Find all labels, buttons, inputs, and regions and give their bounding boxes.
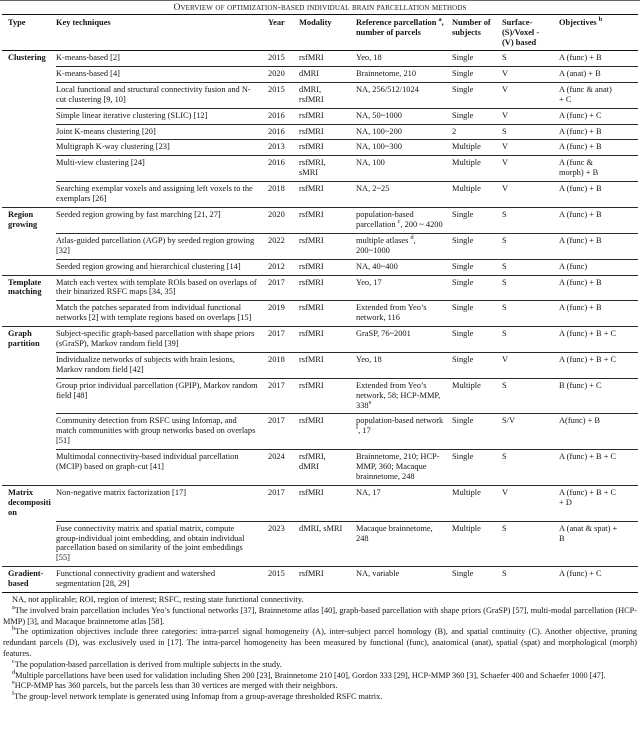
objectives-cell: A (func) + B (559, 277, 602, 287)
reference-cell: Macaque brainnetome, 248 (356, 521, 452, 567)
modality-cell: rsfMRI (299, 108, 356, 124)
modality-cell: rsfMRI (299, 413, 356, 449)
surface-voxel-cell: S (502, 259, 559, 275)
subjects-cell: Single (452, 449, 502, 485)
subjects-cell: Multiple (452, 378, 502, 414)
technique-cell: Atlas-guided parcellation (AGP) by seeded region growing [32] (56, 233, 268, 259)
year-cell: 2018 (268, 352, 299, 378)
table-row (2, 521, 638, 567)
table-row (2, 449, 638, 485)
table-row (2, 233, 638, 259)
technique-cell: Simple linear iterative clustering (SLIC) [12] (56, 108, 268, 124)
footnote-c: $^c$The population-based parcellation is derived from multiple subjects in the study. (12, 658, 282, 669)
reference-cell: Yeo, 18 (356, 352, 452, 378)
technique-cell: Searching exemplar voxels and assigning left voxels to the exemplars [26] (56, 181, 268, 207)
objectives-cell: A (func) + B + C + D (559, 487, 617, 507)
type-cell (2, 181, 56, 207)
surface-voxel-cell: S (502, 378, 559, 414)
reference-cell: GraSP, 76~2001 (356, 329, 411, 339)
objectives-cell: A (func) + C (559, 569, 602, 579)
objectives-cell: A (func & anat) + C (559, 82, 638, 108)
reference-cell: NA, 256/512/1024 (356, 82, 452, 108)
technique-cell: Joint K-means clustering [20] (56, 124, 268, 140)
objectives-cell: A (func) + B + C (559, 329, 617, 339)
technique-cell: Subject-specific graph-based parcellation with shape priors (sGraSP), Markov random field [39] (56, 329, 255, 349)
table-row (2, 108, 638, 124)
technique-cell: Seeded region growing by fast marching [21, 27] (56, 209, 221, 219)
column-header-key-techniques: Key techniques (56, 18, 111, 27)
year-cell: 2024 (268, 449, 299, 485)
surface-voxel-cell: S (502, 300, 559, 326)
type-cell (2, 413, 56, 449)
year-cell: 2013 (268, 139, 299, 155)
subjects-cell: Single (452, 108, 502, 124)
table-row (2, 276, 638, 301)
type-cell (2, 139, 56, 155)
table-row (2, 300, 638, 326)
year-cell: 2015 (268, 53, 285, 62)
type-cell: Template matching (8, 277, 42, 297)
surface-voxel-cell: S (502, 277, 507, 287)
technique-cell: Fuse connectivity matrix and spatial matrix, compute group-individual joint embedding, and obtain individual parcellation based on similarity of the joint embeddings [55] (56, 521, 268, 567)
table-row (2, 51, 638, 66)
table-row (2, 259, 638, 275)
type-cell (2, 108, 56, 124)
modality-cell: rsfMRI, dMRI (299, 449, 356, 485)
surface-voxel-cell: V (502, 352, 559, 378)
surface-voxel-cell: S (502, 233, 559, 259)
reference-cell: Extended from Yeo’s network, 116 (356, 300, 452, 326)
type-cell (2, 124, 56, 140)
year-cell: 2016 (268, 124, 299, 140)
type-group-region-growing (2, 207, 638, 275)
type-group-gradient-based (2, 566, 638, 592)
surface-voxel-cell: S (502, 569, 507, 579)
column-header-modality: Modality (299, 18, 332, 27)
table-row (2, 66, 638, 82)
reference-cell: NA, 100 (356, 155, 452, 181)
year-cell: 2020 (268, 209, 285, 219)
reference-cell: population-based network $^f$, 17 (356, 413, 452, 449)
objectives-cell: B (func) + C (559, 378, 638, 414)
subjects-cell: Multiple (452, 155, 502, 181)
objectives-cell: A (anat & spat) + B (559, 521, 638, 567)
surface-voxel-cell: V (502, 108, 559, 124)
surface-voxel-cell: S/V (502, 413, 559, 449)
objectives-cell: A(func) + B (559, 413, 638, 449)
objectives-cell: A (anat) + B (559, 66, 638, 82)
subjects-cell: Single (452, 209, 474, 219)
surface-voxel-cell: V (502, 155, 559, 181)
subjects-cell: Multiple (452, 181, 502, 207)
objectives-cell: A (func) + B (559, 181, 638, 207)
subjects-cell: Single (452, 329, 474, 339)
type-group-matrix-decomposition (2, 485, 638, 566)
type-cell: Gradient-based (8, 569, 44, 589)
footnote-b: $^b$The optimization objectives include three categories: intra-parcel signal homogeneity (A), inter-subject parcel homology (B), and spatial continuity (C). Another objective, pruning redundant parcels (D), was exclusively used in [17]. The intra-parcel homogeneity has been measured by functional (func), anatomical (anat), spatial (spat) and morphological (morph) features. (3, 625, 637, 659)
type-cell: Clustering (8, 53, 46, 62)
reference-cell: Yeo, 18 (356, 53, 382, 62)
modality-cell: rsfMRI (299, 233, 356, 259)
reference-cell: population-based parcellation $^c$, 200 ~ 4200 (356, 209, 443, 229)
modality-cell: rsfMRI (299, 259, 356, 275)
subjects-cell: Single (452, 277, 474, 287)
year-cell: 2023 (268, 521, 299, 567)
type-cell (2, 378, 56, 414)
reference-cell: NA, 100~300 (356, 139, 452, 155)
subjects-cell: Single (452, 53, 474, 62)
subjects-cell: Single (452, 413, 502, 449)
reference-cell: Yeo, 17 (356, 277, 382, 287)
table-row (2, 208, 638, 233)
technique-cell: Community detection from RSFC using Infomap, and match communities with group networks based on overlaps [51] (56, 413, 268, 449)
surface-voxel-cell: V (502, 139, 559, 155)
modality-cell: rsfMRI (299, 209, 324, 219)
reference-cell: Extended from Yeo’s network, 58; HCP-MMP, 338e (356, 378, 452, 414)
type-cell: Matrix decomposition (8, 487, 51, 517)
objectives-cell: A (func) + B (559, 124, 638, 140)
table-row (2, 155, 638, 181)
footnote-abbreviations: NA, not applicable; ROI, region of interest; RSFC, resting state functional connectivity. (12, 595, 304, 605)
year-cell: 2017 (268, 413, 299, 449)
surface-voxel-cell: S (502, 449, 559, 485)
objectives-cell: A (func) + B (559, 300, 638, 326)
column-header-type: Type (8, 18, 26, 27)
year-cell: 2017 (268, 329, 285, 339)
reference-cell: NA, 100~200 (356, 124, 452, 140)
column-header-number-of-subjects: Number of subjects (452, 18, 491, 37)
year-cell: 2015 (268, 569, 285, 579)
footnote-d: $^d$Multiple parcellations have been used for validation including Shen 200 [23], Brainnetome 210 [40], Gordon 333 [29], HCP-MMP 360 [3], Schaefer 400 and Schaefer 1000 [47]. (12, 668, 606, 680)
type-group-graph-partition (2, 326, 638, 485)
surface-voxel-cell: S (502, 329, 507, 339)
surface-voxel-cell: S (502, 53, 507, 62)
year-cell: 2015 (268, 82, 299, 108)
objectives-cell: A (func) + B (559, 53, 602, 62)
type-cell: Region growing (8, 209, 38, 229)
table-row (2, 413, 638, 449)
technique-cell: Non-negative matrix factorization [17] (56, 487, 186, 497)
subjects-cell: Multiple (452, 139, 502, 155)
reference-cell: NA, variable (356, 569, 400, 579)
type-cell (2, 82, 56, 108)
year-cell: 2017 (268, 487, 285, 497)
table-row (2, 82, 638, 108)
objectives-cell: A (func) + B (559, 209, 602, 219)
surface-voxel-cell: V (502, 487, 509, 497)
year-cell: 2018 (268, 181, 299, 207)
modality-cell: dMRI, rsfMRI (299, 82, 356, 108)
footnote-a: $^a$The involved brain parcellation includes Yeo’s functional networks [37], Brainnetome atlas [40], graph-based parcellation with shape priors (GraSP) [57], multi-modal parcellation (HCP-MMP) [3], and Macaque brainnetome atlas [58]. (3, 604, 637, 626)
reference-cell: multiple atlases $^d$, 200~1000 (356, 233, 452, 259)
type-cell (2, 521, 56, 567)
footnote-f: $^f$The group-level network template is generated using Infomap from a group-average thresholded RSFC matrix. (12, 690, 383, 702)
reference-cell: NA, 2~25 (356, 181, 452, 207)
objectives-cell: A (func) (559, 259, 638, 275)
objectives-cell: A (func) + B + C (559, 352, 638, 378)
column-header-year: Year (268, 18, 285, 27)
type-cell (2, 352, 56, 378)
table-row (2, 124, 638, 140)
modality-cell: rsfMRI (299, 487, 324, 497)
modality-cell: rsfMRI (299, 277, 324, 287)
table-row (2, 567, 638, 592)
type-cell: Graph partition (8, 329, 40, 349)
modality-cell: rsfMRI (299, 378, 356, 414)
year-cell: 2016 (268, 108, 299, 124)
type-cell (2, 233, 56, 259)
technique-cell: Individualize networks of subjects with brain lesions, Markov random field [42] (56, 352, 268, 378)
technique-cell: Local functional and structural connectivity fusion and N-cut clustering [9, 10] (56, 82, 268, 108)
table-row (2, 486, 638, 521)
objectives-cell: A (func) + C (559, 108, 638, 124)
table-row (2, 139, 638, 155)
modality-cell: rsfMRI (299, 329, 324, 339)
modality-cell: dMRI, sMRI (299, 521, 356, 567)
reference-cell: Brainnetome, 210; HCP-MMP, 360; Macaque brainnetome, 248 (356, 449, 452, 485)
modality-cell: rsfMRI (299, 181, 356, 207)
modality-cell: rsfMRI (299, 569, 324, 579)
objectives-cell: A (func) + B (559, 233, 638, 259)
table-header-row (2, 15, 638, 51)
year-cell: 2017 (268, 378, 299, 414)
modality-cell: rsfMRI, sMRI (299, 155, 356, 181)
technique-cell: Multimodal connectivity-based individual parcellation (MCIP) based on graph-cut [41] (56, 449, 268, 485)
technique-cell: Functional connectivity gradient and watershed segmentation [28, 29] (56, 569, 216, 589)
subjects-cell: Single (452, 66, 502, 82)
surface-voxel-cell: S (502, 124, 559, 140)
year-cell: 2020 (268, 66, 299, 82)
methods-table (2, 14, 638, 593)
footnotes (3, 595, 637, 703)
modality-cell: rsfMRI (299, 124, 356, 140)
year-cell: 2017 (268, 277, 285, 287)
table-caption: Overview of optimization-based individual brain parcellation methods (173, 2, 467, 13)
column-header-objectives: Objectives $^b$ (559, 16, 603, 27)
table-row (2, 378, 638, 414)
reference-cell: NA, 40~400 (356, 259, 452, 275)
table-row (2, 327, 638, 352)
surface-voxel-cell: V (502, 181, 559, 207)
year-cell: 2019 (268, 300, 299, 326)
objectives-cell: A (func) + B (559, 139, 638, 155)
column-header-reference-parcellation: Reference parcellation $^a$, number of parcels (356, 16, 444, 37)
type-cell (2, 300, 56, 326)
table-row (2, 181, 638, 207)
technique-cell: Match each vertex with template ROIs based on overlaps of their binarized RSFC maps [34, 35] (56, 277, 257, 297)
year-cell: 2012 (268, 259, 299, 275)
technique-cell: K-means-based [4] (56, 66, 268, 82)
objectives-cell: A (func) + B + C (559, 449, 638, 485)
table-row (2, 352, 638, 378)
reference-cell: Brainnetome, 210 (356, 66, 452, 82)
type-group-template-matching (2, 275, 638, 327)
modality-cell: rsfMRI (299, 53, 324, 62)
subjects-cell: Multiple (452, 487, 481, 497)
surface-voxel-cell: S (502, 521, 559, 567)
subjects-cell: Single (452, 233, 502, 259)
type-cell (2, 155, 56, 181)
modality-cell: rsfMRI (299, 139, 356, 155)
technique-cell: Seeded region growing and hierarchical clustering [14] (56, 259, 268, 275)
subjects-cell: Multiple (452, 521, 502, 567)
column-header-surface-voxel: Surface-(S)/Voxel - (V) based (502, 18, 540, 47)
modality-cell: dMRI (299, 66, 356, 82)
subjects-cell: Single (452, 352, 502, 378)
type-cell (2, 449, 56, 485)
subjects-cell: 2 (452, 124, 502, 140)
subjects-cell: Single (452, 300, 502, 326)
subjects-cell: Single (452, 569, 474, 579)
technique-cell: Match the patches separated from individual functional networks [2] with template regions based on overlaps [15] (56, 300, 268, 326)
technique-cell: Multi-view clustering [24] (56, 155, 268, 181)
subjects-cell: Single (452, 259, 502, 275)
objectives-cell: A (func & morph) + B (559, 155, 638, 181)
surface-voxel-cell: S (502, 209, 507, 219)
technique-cell: Multigraph K-way clustering [23] (56, 139, 268, 155)
footnote-e: $^e$HCP-MMP has 360 parcels, but the parcels less than 30 vertices are merged with their neighbors. (12, 679, 338, 691)
type-cell (2, 259, 56, 275)
surface-voxel-cell: V (502, 82, 559, 108)
reference-cell: NA, 17 (356, 487, 381, 497)
type-cell (2, 66, 56, 82)
reference-cell: NA, 50~1000 (356, 108, 452, 124)
surface-voxel-cell: V (502, 66, 559, 82)
year-cell: 2022 (268, 233, 299, 259)
subjects-cell: Single (452, 82, 502, 108)
modality-cell: rsfMRI (299, 300, 356, 326)
modality-cell: rsfMRI (299, 352, 356, 378)
year-cell: 2016 (268, 155, 299, 181)
technique-cell: Group prior individual parcellation (GPIP), Markov random field [48] (56, 378, 268, 414)
type-group-clustering (2, 51, 638, 207)
technique-cell: K-means-based [2] (56, 53, 120, 62)
